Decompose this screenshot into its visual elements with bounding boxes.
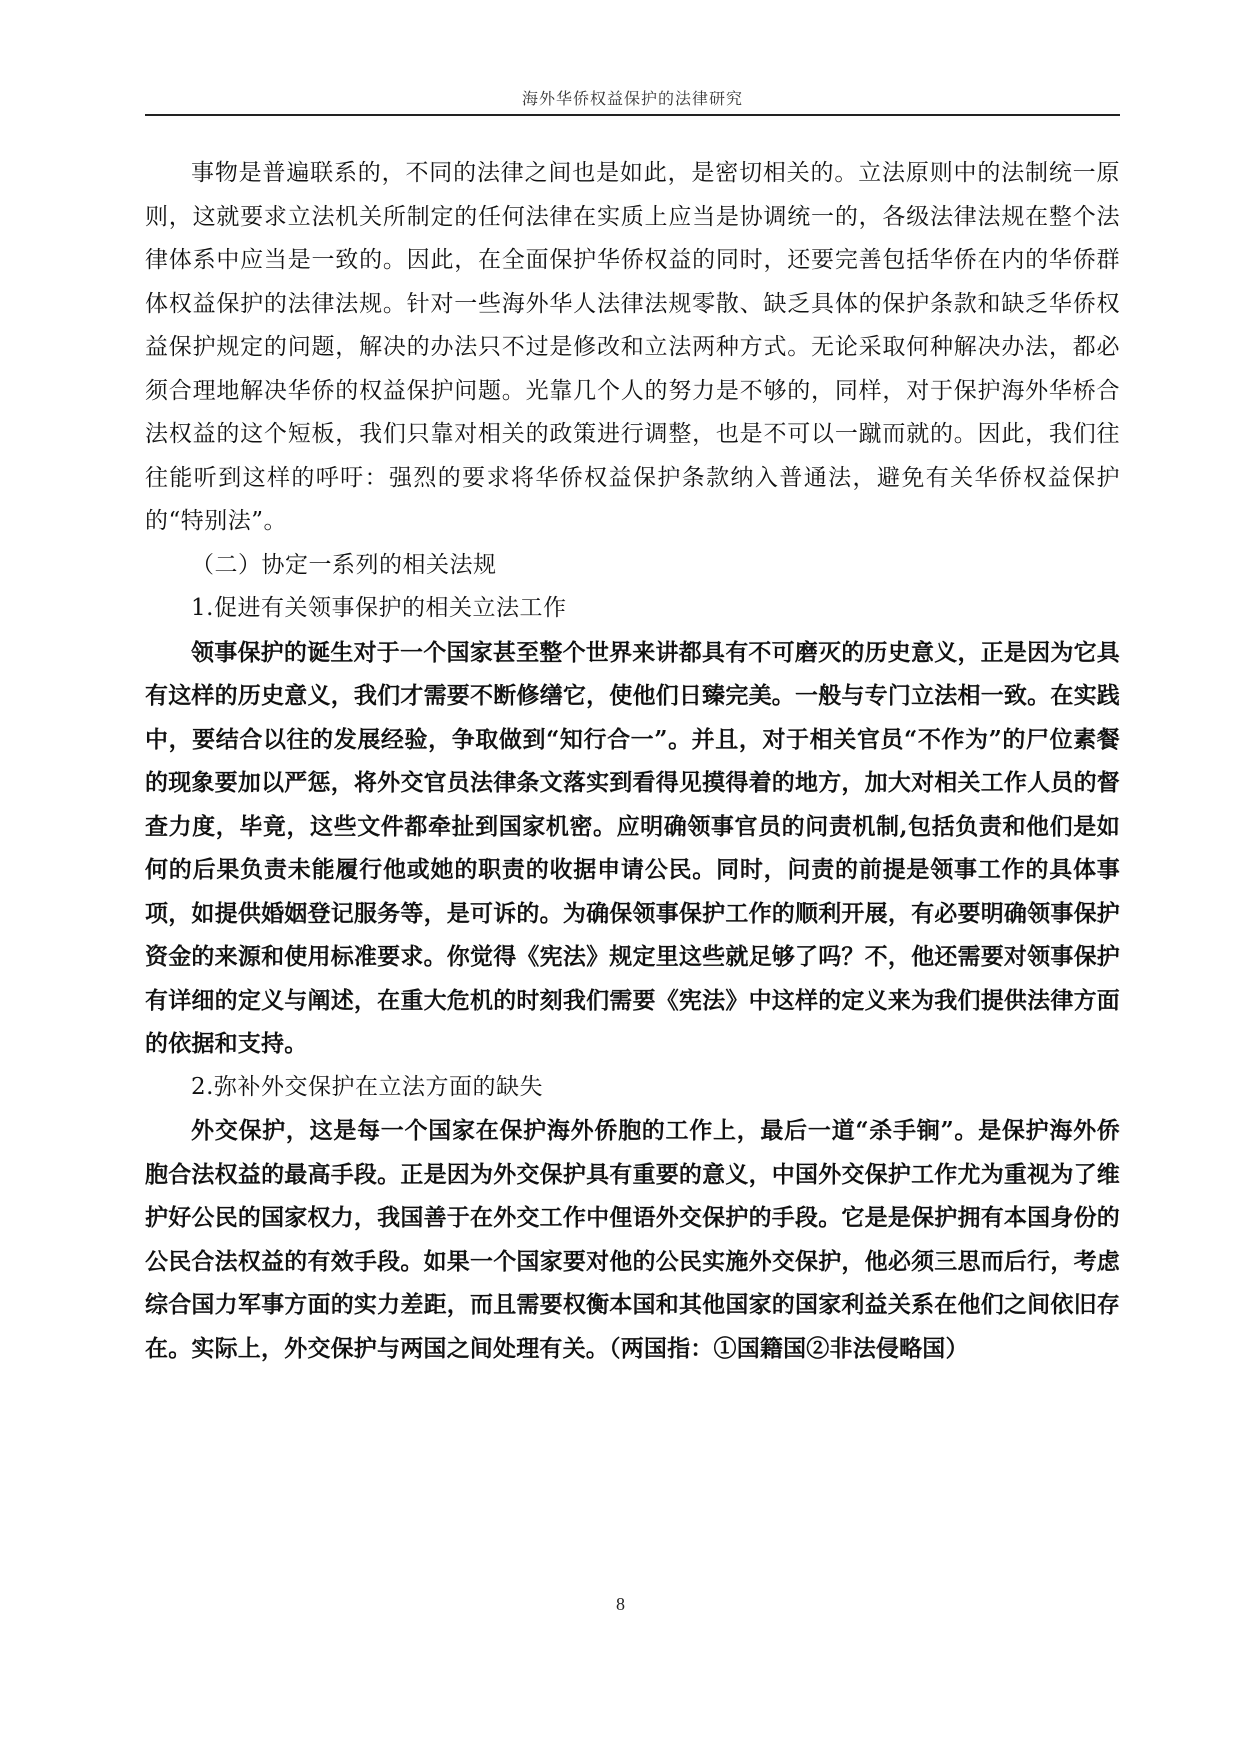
body-paragraph-1: 事物是普遍联系的，不同的法律之间也是如此，是密切相关的。立法原则中的法制统一原则，这就要求立法机关所制定的任何法律在实质上应当是协调统一的，各级法律法规在整个法律体系中应当是一致的。因此，在全面保护华侨权益的同时，还要完善包括华侨在内的华侨群体权益保护的法律法规。针对一些海外华人法律法规零散、缺乏具体的保护条款和缺乏华侨权益保护规定的问题，解决的办法只不过是修改和立法两种方式。无论采取何种解决办法，都必须合理地解决华侨的权益保护问题。光靠几个人的努力是不够的，同样，对于保护海外华桥合法权益的这个短板，我们只靠对相关的政策进行调整，也是不可以一蹴而就的。因此，我们往往能听到这样的呼吁：强烈的要求将华侨权益保护条款纳入普通法，避免有关华侨权益保护的“特别法”。	[145, 160, 1120, 534]
document-body	[145, 152, 1120, 1370]
subsection-heading-2: 2.弥补外交保护在立法方面的缺失	[191, 1073, 543, 1100]
body-paragraph-2: 领事保护的诞生对于一个国家甚至整个世界来讲都具有不可磨灭的历史意义，正是因为它具有这样的历史意义，我们才需要不断修缮它，使他们日臻完美。一般与专门立法相一致。在实践中，要结合以往的发展经验，争取做到“知行合一”。并且，对于相关官员“不作为”的尸位素餐的现象要加以严惩，将外交官员法律条文落实到看得见摸得着的地方，加大对相关工作人员的督查力度，毕竟，这些文件都牵扯到国家机密。应明确领事官员的问责机制,包括负责和他们是如何的后果负责未能履行他或她的职责的收据申请公民。同时，问责的前提是领事工作的具体事项，如提供婚姻登记服务等，是可诉的。为确保领事保护工作的顺利开展，有必要明确领事保护资金的来源和使用标准要求。你觉得《宪法》规定里这些就足够了吗？不，他还需要对领事保护有详细的定义与阐述，在重大危机的时刻我们需要《宪法》中这样的定义来为我们提供法律方面的依据和支持。	[145, 638, 1120, 1057]
running-title: 海外华侨权益保护的法律研究	[521, 89, 743, 108]
subsection-heading-1: 1.促进有关领事保护的相关立法工作	[191, 595, 567, 621]
section-heading: （二）协定一系列的相关法规	[191, 551, 497, 578]
body-paragraph-3: 外交保护，这是每一个国家在保护海外侨胞的工作上，最后一道“杀手锏”。是保护海外侨胞合法权益的最高手段。正是因为外交保护具有重要的意义，中国外交保护工作尤为重视为了维护好公民的国家权力，我国善于在外交工作中俚语外交保护的手段。它是是保护拥有本国身份的公民合法权益的有效手段。如果一个国家要对他的公民实施外交保护，他必须三思而后行，考虑综合国力军事方面的实力差距，而且需要权衡本国和其他国家的国家利益关系在他们之间依旧存在。实际上，外交保护与两国之间处理有关。（两国指：①国籍国②非法侵略国）	[145, 1117, 1120, 1362]
page-number: 8	[616, 1594, 625, 1614]
page-header	[145, 84, 1120, 116]
